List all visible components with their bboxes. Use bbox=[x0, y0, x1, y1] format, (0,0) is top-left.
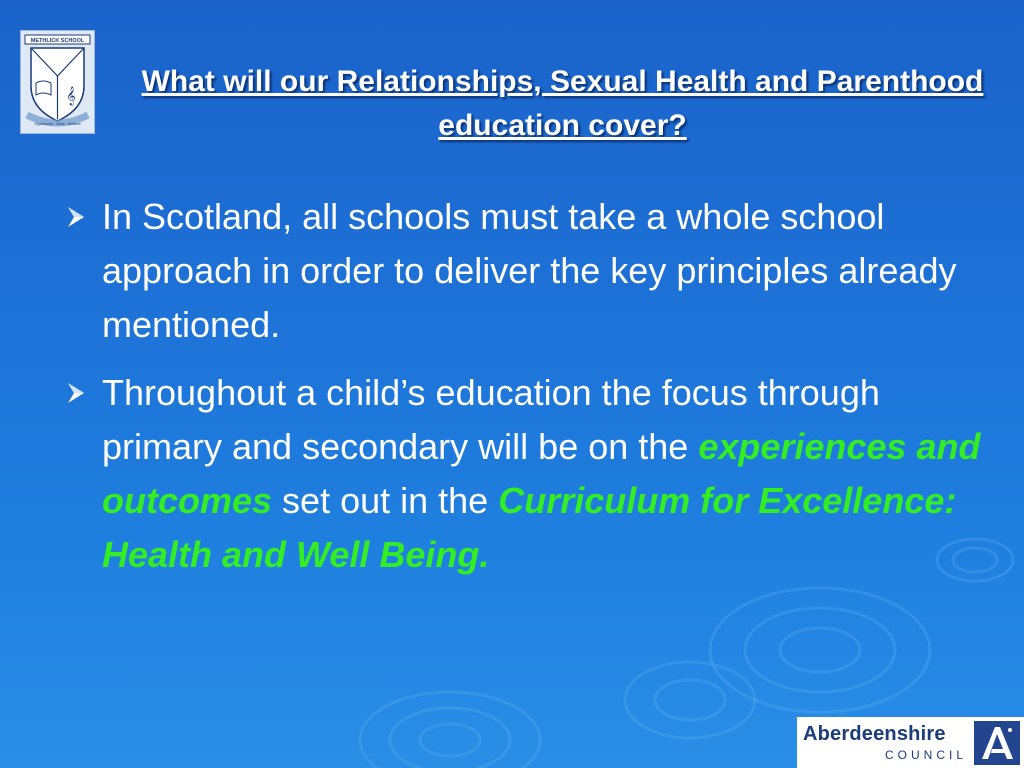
council-logo bbox=[797, 717, 1024, 768]
school-motto-text: Opportunity · Value · Achieve bbox=[34, 122, 81, 126]
slide-title: What will our Relationships, Sexual Health and Parenthood education cover? bbox=[141, 65, 984, 142]
school-name-text: METHLICK SCHOOL bbox=[30, 38, 85, 44]
body-text: In Scotland, all schools must take a whole school approach in order to deliver the key principles already mentioned. bbox=[102, 196, 957, 345]
arrow-bullet-icon bbox=[66, 206, 86, 228]
school-crest-icon bbox=[21, 31, 94, 133]
bullet-item bbox=[62, 366, 982, 582]
body-text: set out in the bbox=[272, 480, 499, 521]
arrow-bullet-icon bbox=[66, 382, 86, 404]
council-sub: COUNCIL bbox=[885, 748, 968, 762]
highlighted-text: Curriculum for Excellence: Health and Well Being. bbox=[102, 480, 957, 575]
council-name: Aberdeenshire bbox=[803, 723, 946, 745]
bullet-text bbox=[102, 372, 980, 575]
bullet-item bbox=[62, 190, 982, 352]
bullet-text bbox=[102, 196, 956, 345]
body-text: Throughout a child’s education the focus through primary and secondary will be on the bbox=[102, 372, 880, 467]
bullet-list bbox=[62, 190, 982, 596]
school-badge bbox=[20, 30, 95, 134]
svg-text:𝄞: 𝄞 bbox=[66, 86, 76, 105]
aberdeenshire-a-icon bbox=[974, 721, 1020, 765]
highlighted-text: experiences and outcomes bbox=[102, 426, 981, 521]
